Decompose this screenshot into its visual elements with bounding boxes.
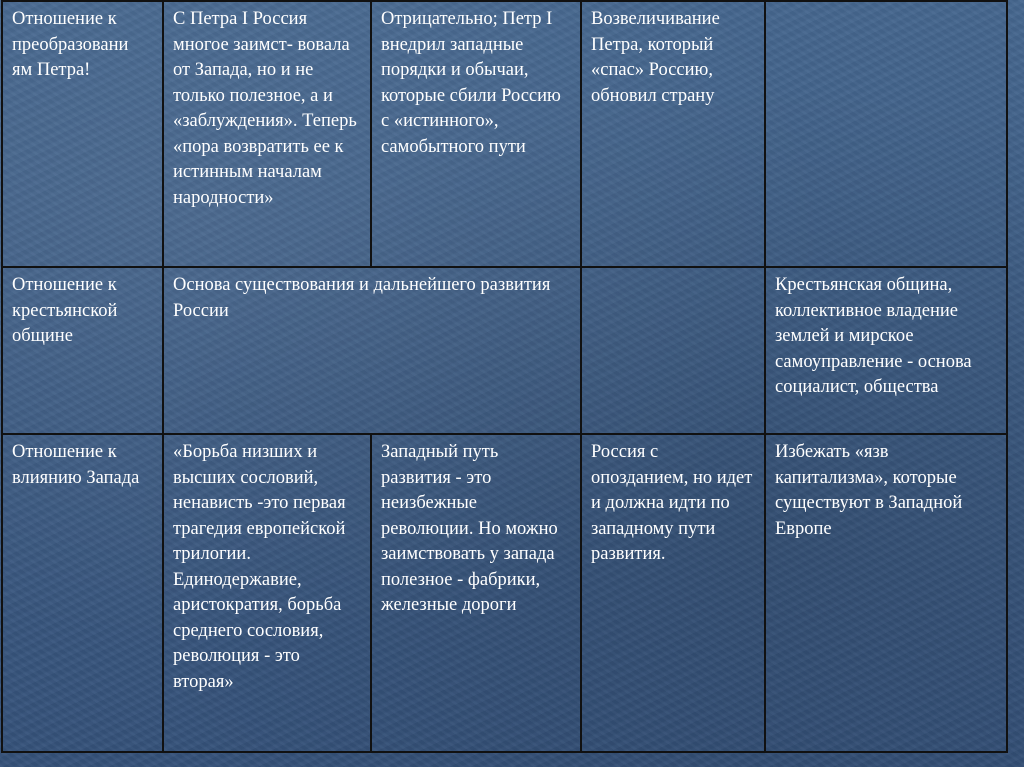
row-header-cell: [2, 1, 163, 267]
cell-text: Избежать «язв капитализма», которые существуют в Западной Европе: [775, 442, 963, 539]
table-row: [2, 434, 1007, 752]
table-cell-empty: [765, 1, 1007, 267]
table-cell: [371, 434, 581, 752]
comparison-table: [1, 0, 1008, 753]
cell-text: Отрицательно; Петр I внедрил западные порядки и обычаи, которые сбили Россию с «истинного», самобытного пути: [381, 9, 561, 157]
table-row: [2, 1, 1007, 267]
table-cell: [765, 267, 1007, 434]
row-header-text: Отношение к крестьянской общине: [12, 275, 118, 346]
table-cell: [163, 434, 371, 752]
table-cell-merged: [163, 267, 581, 434]
cell-text: «Борьба низших и высших сословий, ненависть -это первая трагедия европейской трилогии. Единодержавие, аристократия, борьба среднего сословия, революция - это вторая»: [173, 442, 346, 692]
table-cell: [581, 1, 765, 267]
table-cell-empty: [581, 267, 765, 434]
table-row: [2, 267, 1007, 434]
table-cell: [163, 1, 371, 267]
cell-text: Крестьянская община, коллективное владение землей и мирское самоуправление - основа социалист, общества: [775, 275, 972, 397]
cell-text: Основа существования и дальнейшего развития России: [173, 275, 551, 321]
cell-text: Россия с опозданием, но идет и должна идти по западному пути развития.: [591, 442, 753, 564]
row-header-text: Отношение к преобразовани ям Петра!: [12, 9, 129, 80]
row-header-cell: [2, 267, 163, 434]
table-cell: [581, 434, 765, 752]
table-cell: [765, 434, 1007, 752]
cell-text: С Петра I Россия многое заимст- вовала от Запада, но и не только полезное, а и «заблуждения». Теперь «пора возвратить ее к истинным началам народности»: [173, 9, 357, 208]
row-header-text: Отношение к влиянию Запада: [12, 442, 140, 488]
table-cell: [371, 1, 581, 267]
row-header-cell: [2, 434, 163, 752]
cell-text: Западный путь развития - это неизбежные революции. Но можно заимствовать у запада полезное - фабрики, железные дороги: [381, 442, 558, 615]
cell-text: Возвеличивание Петра, который «спас» Россию, обновил страну: [591, 9, 720, 106]
